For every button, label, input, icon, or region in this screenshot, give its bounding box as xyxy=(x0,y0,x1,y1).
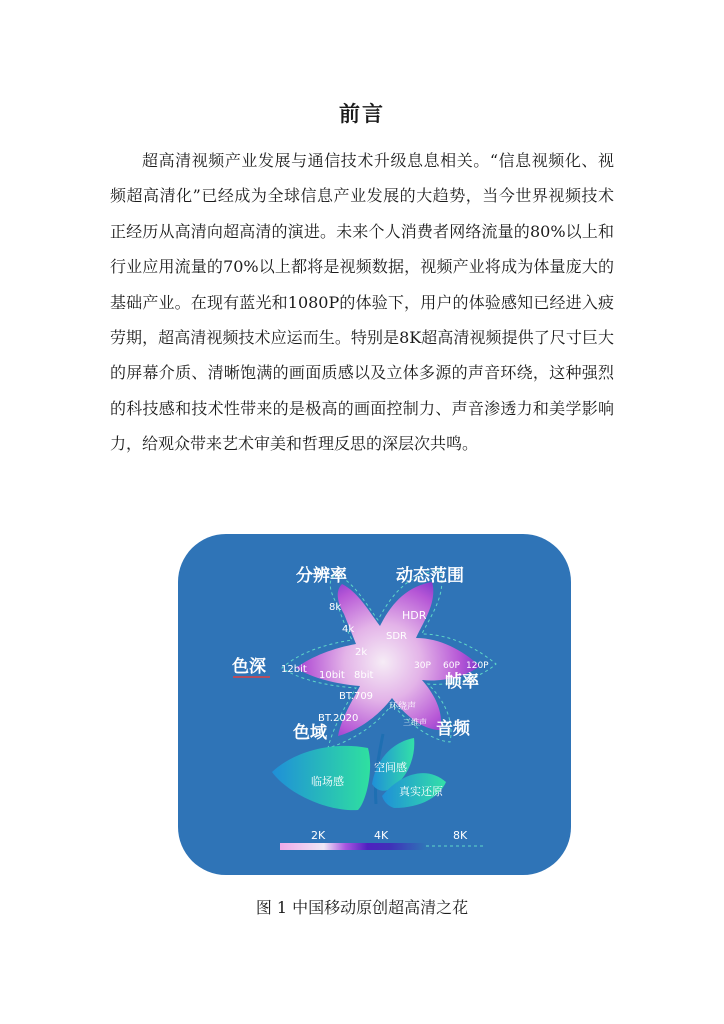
label-hdr: HDR xyxy=(402,609,427,622)
label-120p: 120P xyxy=(466,661,489,671)
label-60p: 60P xyxy=(443,661,460,671)
label-3d-audio: 三维声 xyxy=(403,718,427,727)
label-12bit: 12bit xyxy=(281,664,307,675)
scale-8k: 8K xyxy=(453,829,468,842)
flower-illustration xyxy=(178,534,571,875)
category-dynamic-range: 动态范围 xyxy=(396,566,464,586)
category-color-gamut: 色域 xyxy=(293,723,327,743)
scale-4k: 4K xyxy=(374,829,389,842)
label-10bit: 10bit xyxy=(319,670,345,681)
intro-paragraph: 超高清视频产业发展与通信技术升级息息相关。“信息视频化、视频超高清化”已经成为全球信息产业发展的大趋势，当今世界视频技术正经历从高清向超高清的演进。未来个人消费者网络流量的80%以上和行业应用流量的70%以上都将是视频数据，视频产业将成为体量庞大的基础产业。在现有蓝光和1080P的体验下，用户的体验感知已经进入疲劳期，超高清视频技术应运而生。特别是8K超高清视频提供了尺寸巨大的屏幕介质、清晰饱满的画面质感以及立体多源的声音环绕，这种强烈的科技感和技术性带来的是极高的画面控制力、声音渗透力和美学影响力，给观众带来艺术审美和哲理反思的深层次共鸣。 xyxy=(110,151,614,454)
quality-scale-bar xyxy=(280,843,426,850)
category-audio: 音频 xyxy=(436,719,470,739)
label-4k: 4k xyxy=(342,624,355,635)
label-bt709: BT.709 xyxy=(339,691,374,702)
page-title: 前言 xyxy=(339,102,385,126)
label-8bit: 8bit xyxy=(354,670,374,681)
uhd-flower-figure xyxy=(178,534,571,875)
leaf-presence-label: 临场感 xyxy=(311,775,344,788)
leaf-spatial-label: 空间感 xyxy=(374,761,407,774)
label-30p: 30P xyxy=(414,661,431,671)
scale-2k: 2K xyxy=(311,829,326,842)
label-surround: 环绕声 xyxy=(389,702,417,712)
label-2k: 2k xyxy=(355,647,368,658)
label-8k: 8k xyxy=(329,602,342,613)
category-color-depth: 色深 xyxy=(232,657,266,677)
label-bt2020: BT.2020 xyxy=(318,713,359,724)
category-frame-rate: 帧率 xyxy=(445,672,479,692)
category-resolution: 分辨率 xyxy=(296,566,347,586)
figure-caption: 图 1 中国移动原创超高清之花 xyxy=(255,898,469,917)
leaf-realistic-label: 真实还原 xyxy=(399,785,443,798)
label-sdr: SDR xyxy=(386,631,407,642)
